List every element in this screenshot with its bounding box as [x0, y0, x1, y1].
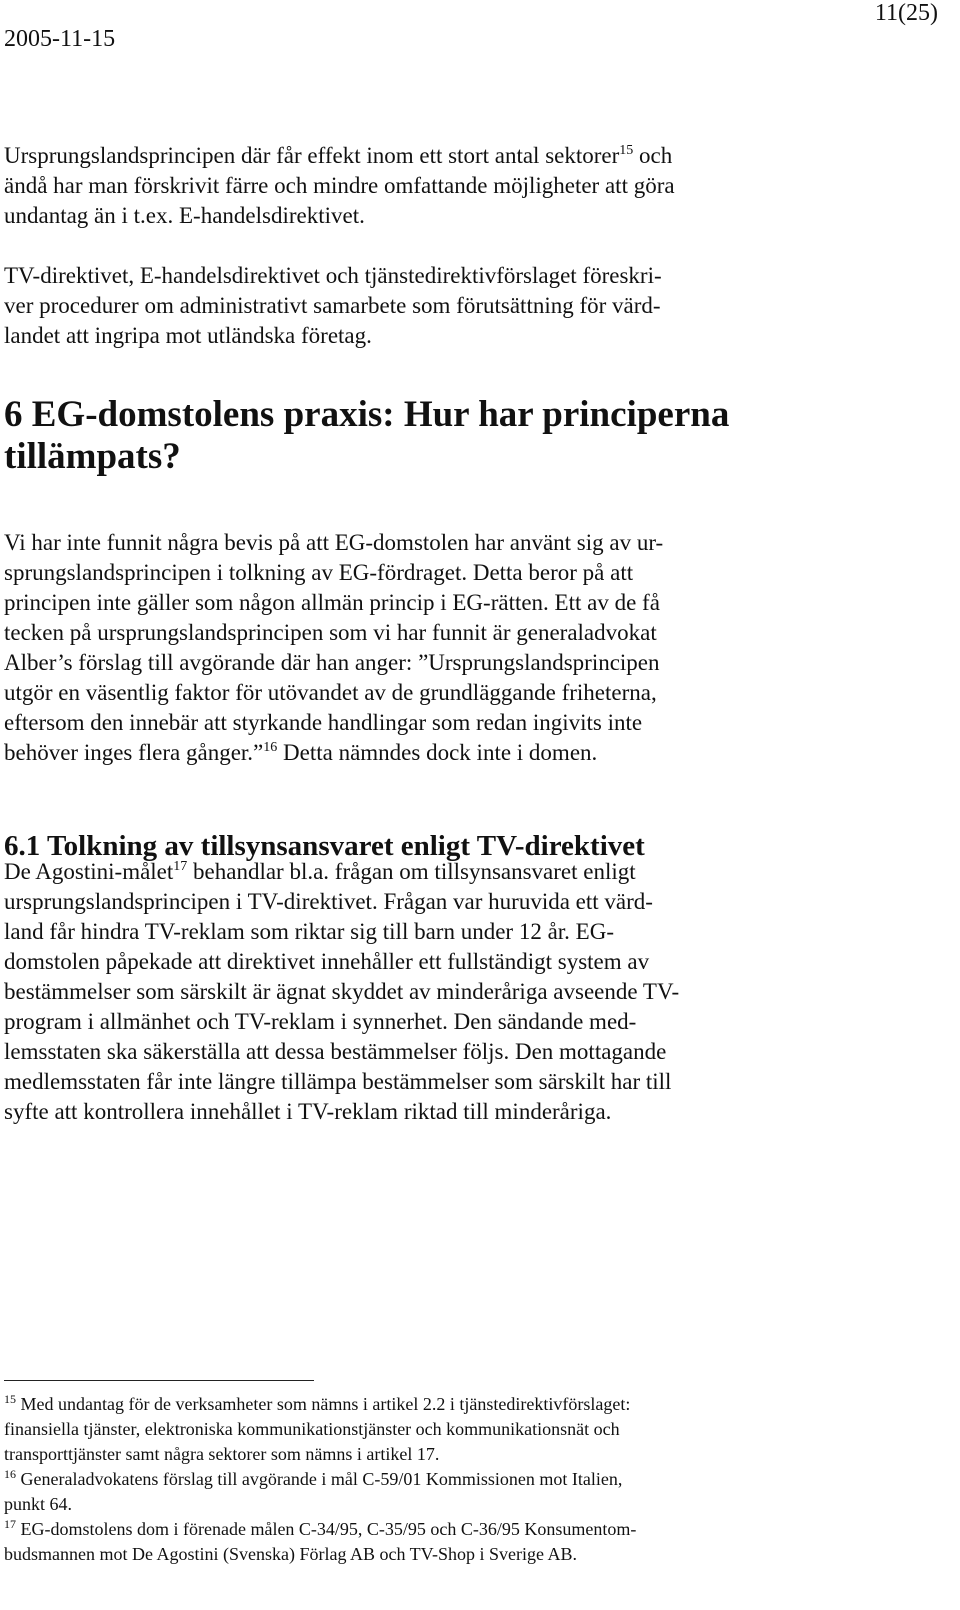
- heading-line: 6 EG-domstolens praxis: Hur har principerna: [4, 394, 730, 435]
- text-line: [4, 738, 764, 768]
- text-line: Vi har inte funnit några bevis på att EG-domstolen har använt sig av ur-: [4, 530, 664, 555]
- section-heading-6: [4, 394, 804, 478]
- footnote-16: [4, 1467, 784, 1517]
- text-line: [4, 1517, 784, 1542]
- text-span: behöver inges flera gånger.”: [4, 740, 264, 765]
- heading-line: tillämpats?: [4, 436, 181, 477]
- text-line: eftersom den innebär att styrkande handlingar som redan ingivits inte: [4, 710, 643, 735]
- text-line: tecken på ursprungslandsprincipen som vi har funnit är generaladvokat: [4, 620, 657, 645]
- document-date: 2005-11-15: [4, 26, 116, 52]
- footnote-17: [4, 1517, 784, 1567]
- text-line: undantag än i t.ex. E-handelsdirektivet.: [4, 203, 365, 228]
- text-span: och: [633, 143, 673, 168]
- text-line: lemsstaten ska säkerställa att dessa bestämmelser följs. Den mottagande: [4, 1039, 667, 1064]
- text-line: transporttjänster samt några sektorer som nämns i artikel 17.: [4, 1444, 440, 1464]
- footnote-ref-15: 15: [619, 143, 634, 158]
- footnote-ref-17: 17: [173, 859, 188, 874]
- text-line: sprungslandsprincipen i tolkning av EG-fördraget. Detta beror på att: [4, 560, 634, 585]
- text-line: [4, 141, 764, 171]
- footnote-number: 17: [4, 1517, 16, 1531]
- text-line: principen inte gäller som någon allmän princip i EG-rätten. Ett av de få: [4, 590, 660, 615]
- text-line: bestämmelser som särskilt är ägnat skyddet av minderåriga avseende TV-: [4, 979, 680, 1004]
- text-line: land får hindra TV-reklam som riktar sig till barn under 12 år. EG-: [4, 919, 614, 944]
- paragraph-de-agostini: [4, 857, 764, 1127]
- text-line: [4, 857, 764, 887]
- footnote-15: [4, 1392, 784, 1467]
- text-span: behandlar bl.a. frågan om tillsynsansvaret enligt: [187, 859, 636, 884]
- text-line: budsmannen mot De Agostini (Svenska) Förlag AB och TV-Shop i Sverige AB.: [4, 1544, 577, 1564]
- text-line: domstolen påpekade att direktivet innehåller ett fullständigt system av: [4, 949, 650, 974]
- text-span: Ursprungslandsprincipen där får effekt inom ett stort antal sektorer: [4, 143, 620, 168]
- text-line: utgör en väsentlig faktor för utövandet av de grundläggande friheterna,: [4, 680, 657, 705]
- text-line: TV-direktivet, E-handelsdirektivet och tjänstedirektivförslaget föreskri-: [4, 263, 662, 288]
- footnote-ref-16: 16: [263, 740, 278, 755]
- text-span: EG-domstolens dom i förenade målen C-34/95, C-35/95 och C-36/95 Konsumentom-: [16, 1519, 637, 1539]
- text-line: finansiella tjänster, elektroniska kommunikationstjänster och kommunikationsnät och: [4, 1419, 620, 1439]
- text-line: [4, 1467, 784, 1492]
- footnote-number: 16: [4, 1467, 16, 1481]
- paragraph-administrativt-samarbete: [4, 261, 764, 351]
- paragraph-ursprungsland-effekt: [4, 141, 764, 231]
- text-span: Detta nämndes dock inte i domen.: [277, 740, 598, 765]
- text-line: syfte att kontrollera innehållet i TV-reklam riktad till minderåriga.: [4, 1099, 612, 1124]
- footnote-separator: [4, 1380, 314, 1381]
- text-line: Alber’s förslag till avgörande där han anger: ”Ursprungslandsprincipen: [4, 650, 660, 675]
- footnote-number: 15: [4, 1392, 16, 1406]
- text-line: punkt 64.: [4, 1494, 73, 1514]
- text-line: [4, 1392, 784, 1417]
- section-heading-6-1: 6.1 Tolkning av tillsynsansvaret enligt TV-direktivet: [4, 830, 645, 862]
- text-line: ursprungslandsprincipen i TV-direktivet. Frågan var huruvida ett värd-: [4, 889, 653, 914]
- text-line: program i allmänhet och TV-reklam i synnerhet. Den sändande med-: [4, 1009, 637, 1034]
- text-line: landet att ingripa mot utländska företag.: [4, 323, 372, 348]
- text-span: Med undantag för de verksamheter som nämns i artikel 2.2 i tjänstedirektivförslaget:: [16, 1394, 631, 1414]
- text-line: medlemsstaten får inte längre tillämpa bestämmelser som särskilt har till: [4, 1069, 672, 1094]
- page-number: 11(25): [874, 0, 938, 26]
- text-span: Generaladvokatens förslag till avgörande i mål C-59/01 Kommissionen mot Italien,: [16, 1469, 623, 1489]
- text-line: ändå har man förskrivit färre och mindre omfattande möjligheter att göra: [4, 173, 675, 198]
- paragraph-eg-domstolen-praxis: [4, 528, 764, 768]
- text-line: ver procedurer om administrativt samarbete som förutsättning för värd-: [4, 293, 661, 318]
- text-span: De Agostini-målet: [4, 859, 174, 884]
